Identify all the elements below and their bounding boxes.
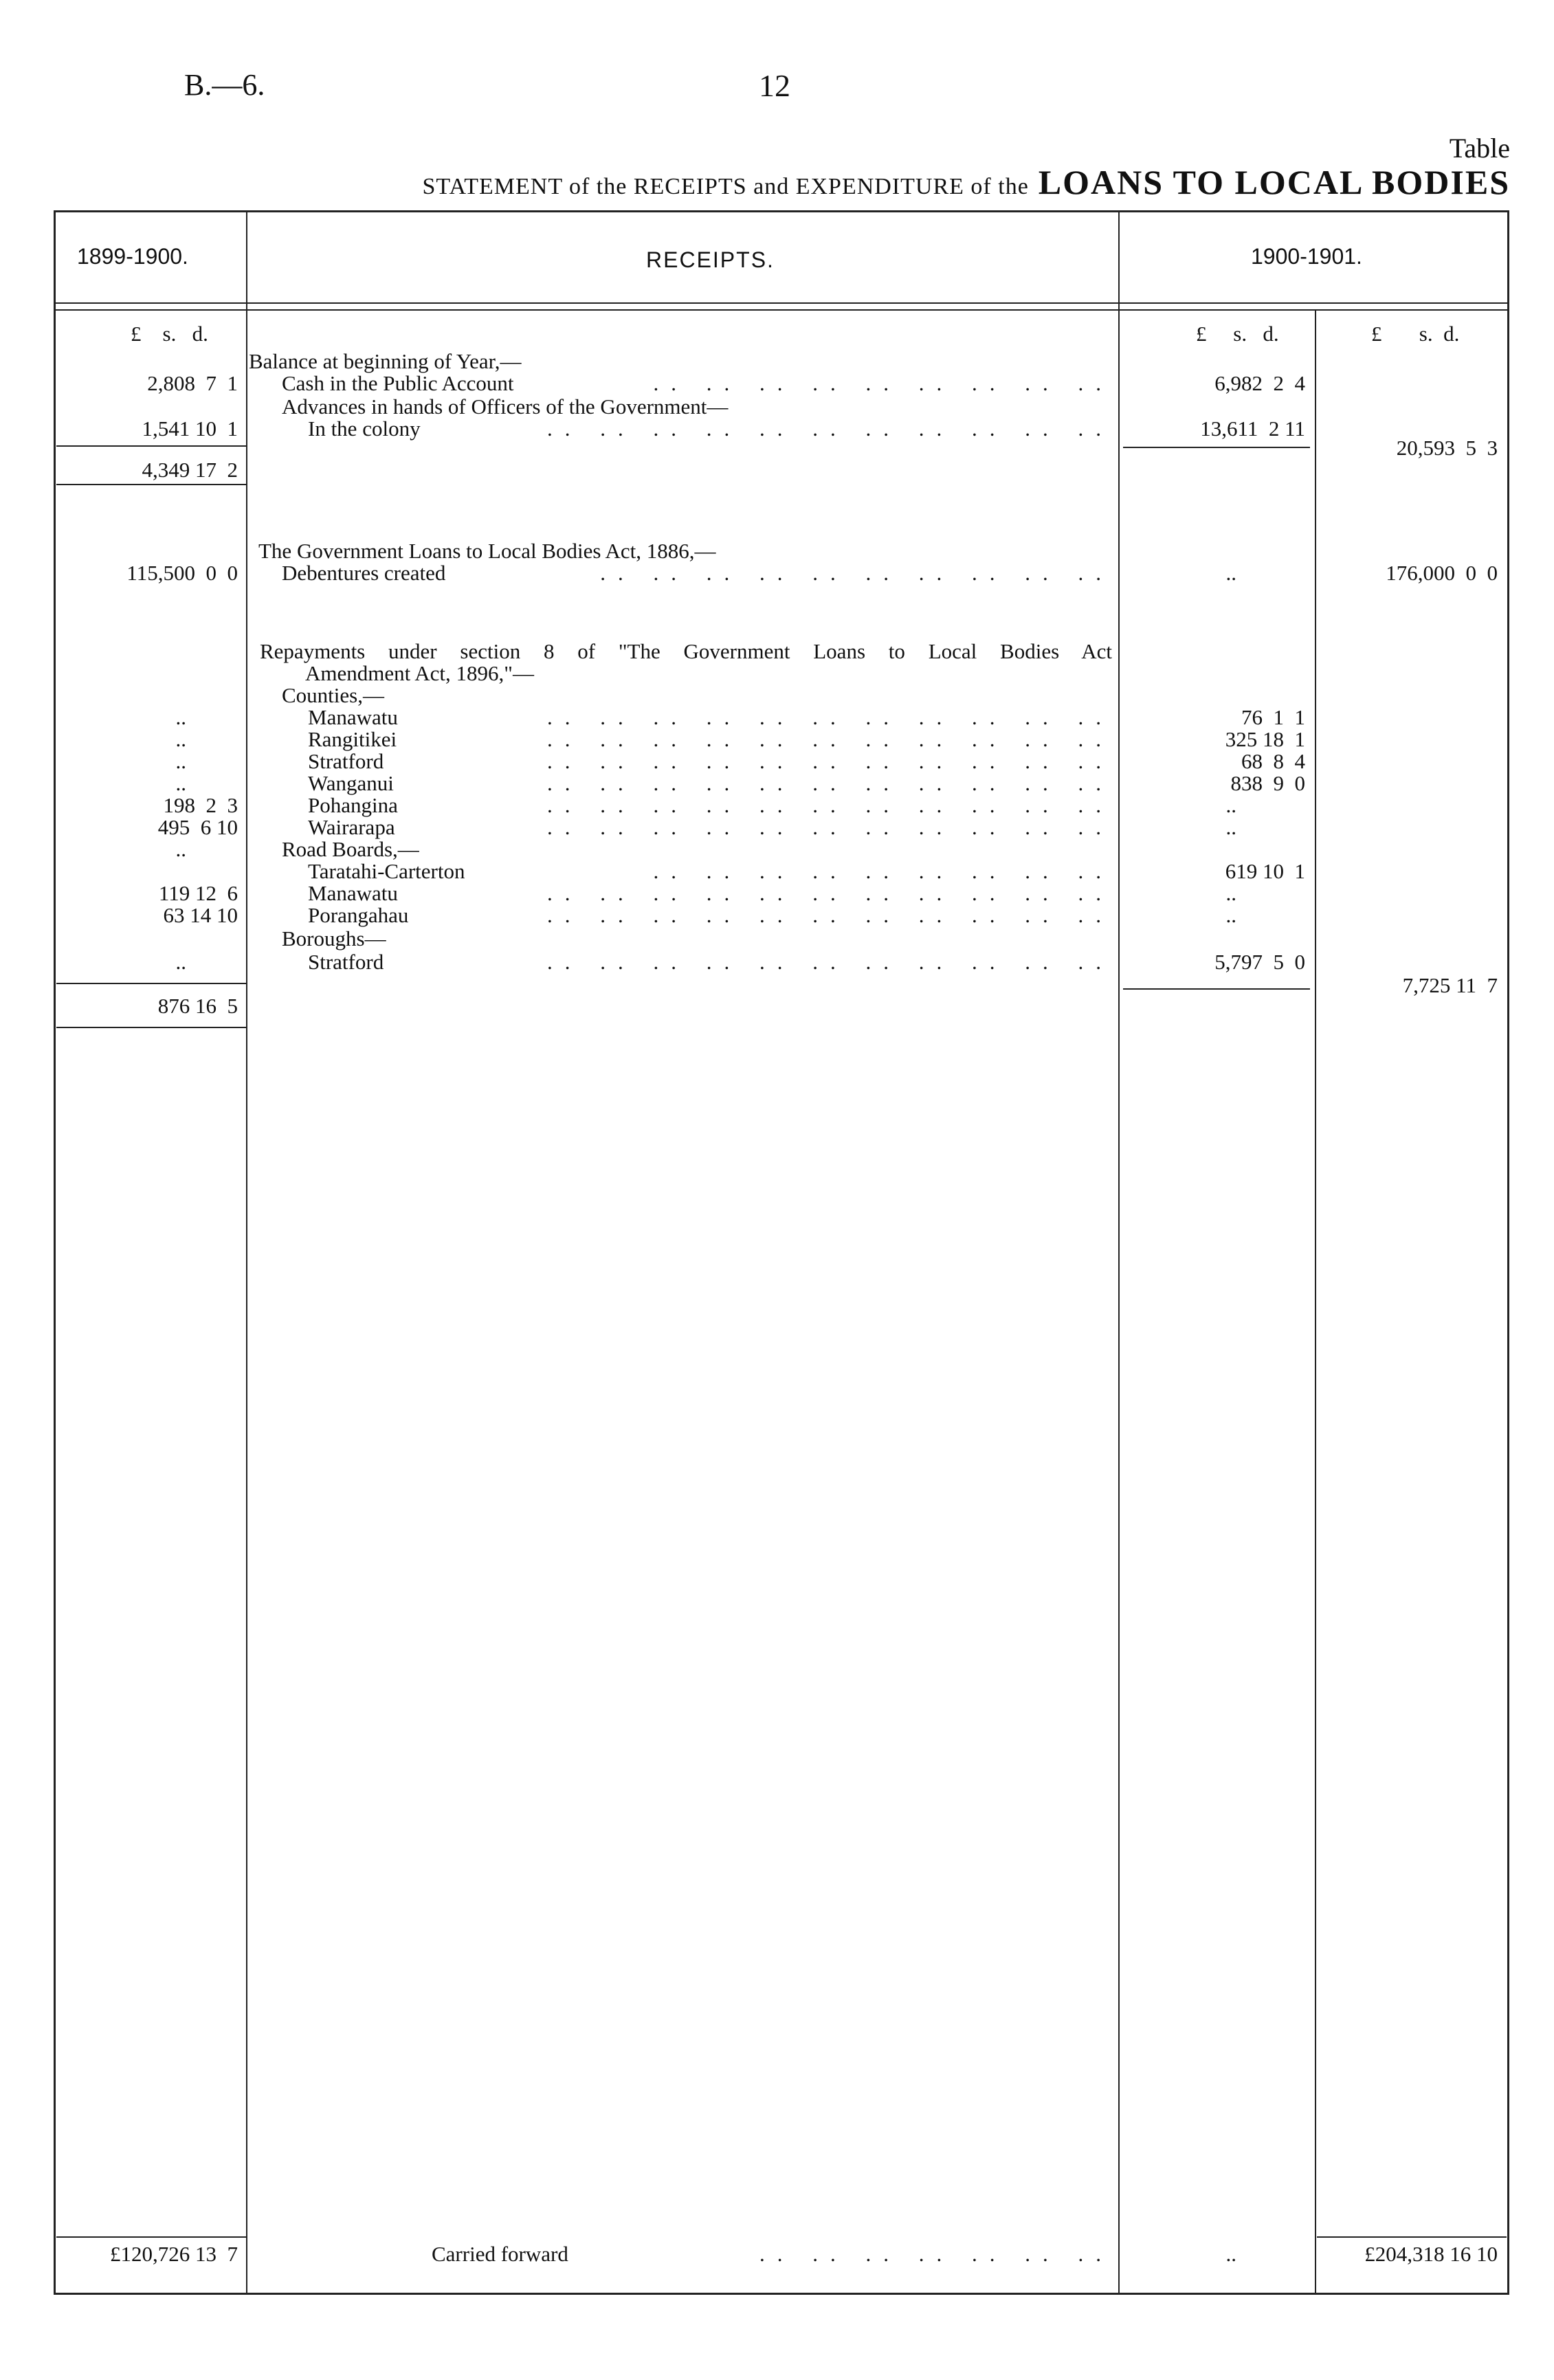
pence-label: d. [1443,322,1460,346]
prev-amount: 1,541 10 1 [142,416,238,441]
left-border [54,210,56,2295]
carried-forward-total: £204,318 16 10 [1364,2242,1498,2266]
row-label: Amendment Act, 1896,"— [305,661,534,685]
leader-dots: .. .. .. .. .. .. .. .. .. .. .. [547,904,1113,926]
curr-amount: .. [1225,881,1236,905]
leader-dots: .. .. .. .. .. .. .. .. .. .. .. [547,729,1113,750]
row-label: In the colony [308,416,421,441]
row-label: Advances in hands of Officers of the Government— [282,394,729,419]
divider-receipts-col [1118,210,1120,2295]
curr-year-header: 1900-1901. [1251,244,1362,269]
row-label: Wanganui [308,771,394,795]
prev-amount: .. [175,950,186,974]
page-code: B.—6. [184,68,265,102]
curr-amount: 325 18 1 [1225,727,1305,751]
row-label: Manawatu [308,881,398,905]
leader-dots: .. .. .. .. .. .. .. .. .. .. .. [547,951,1113,973]
row-label: Balance at beginning of Year,— [249,349,522,373]
pound-label: £ [1196,322,1207,346]
curr-amount: 5,797 5 0 [1214,950,1305,974]
table-bottom-border [54,2293,1509,2295]
total-amount: 7,725 11 7 [1402,973,1498,997]
leader-dots: .. .. .. .. .. .. .. .. .. .. .. [547,794,1113,816]
row-label: Pohangina [308,793,398,817]
curr-amount: .. [1225,561,1236,585]
curr-amount: 6,982 2 4 [1214,371,1305,395]
curr-amount: 838 9 0 [1230,771,1305,795]
row-label: Rangitikei [308,727,397,751]
title-prefix: STATEMENT of the RECEIPTS and EXPENDITURE of the [422,174,1029,199]
prev-year-header: 1899-1900. [77,244,188,269]
curr-amount: .. [1225,793,1236,817]
prev-amount: 119 12 6 [158,881,238,905]
carried-forward-prev: £120,726 13 7 [110,2242,238,2266]
subtotal-rule-prev-bottom [56,1027,246,1028]
curr-amount: 76 1 1 [1241,705,1305,729]
prev-amount-ditto: .. [175,837,186,861]
page-number: 12 [759,68,790,103]
leader-dots: .. .. .. .. .. .. .. .. .. .. [600,562,1113,584]
row-label: Boroughs— [282,926,386,950]
prev-amount: 495 6 10 [157,815,238,839]
row-label: Debentures created [282,561,446,585]
shilling-label: s. [1233,322,1247,346]
subtotal-rule-curr [1123,988,1310,990]
prev-amount: 63 14 10 [163,903,238,927]
subtotal-rule-curr [1123,447,1310,448]
shilling-label: s. [1419,322,1433,346]
leader-dots: .. .. .. .. .. .. .. .. .. .. .. [547,418,1113,440]
table-label: Table [1449,133,1510,164]
pence-label: d. [192,322,208,346]
row-label: Manawatu [308,705,398,729]
subtotal-rule-prev [56,445,246,447]
prev-subtotal: 876 16 5 [157,994,238,1018]
prev-amount: 115,500 0 0 [126,561,238,585]
statement-title [422,162,1510,202]
right-border [1507,210,1509,2295]
curr-amount: 13,611 2 11 [1200,416,1305,441]
row-label: Counties,— [282,683,384,707]
leader-dots: .. .. .. .. .. .. .. .. .. .. .. [547,750,1113,772]
divider-prev-col [246,210,247,2295]
curr-amount: 68 8 4 [1241,749,1305,773]
leader-dots: .. .. .. .. .. .. .. .. .. .. .. [547,707,1113,729]
leader-dots: .. .. .. .. .. .. .. .. .. .. .. [547,772,1113,794]
pound-label: £ [1371,322,1382,346]
carried-forward-label: Carried forward [432,2242,568,2266]
leader-dots: .. .. .. .. .. .. .. .. .. .. .. [547,882,1113,904]
leader-dots: .. .. .. .. .. .. .. [759,2243,1113,2265]
row-label: Stratford [308,950,384,974]
title-main: LOANS TO LOCAL BODIES [1038,163,1510,201]
total-amount: 176,000 0 0 [1386,561,1498,585]
prev-amount: .. [175,705,186,729]
row-label: Repayments under section 8 of "The Government Loans to Local Bodies Act [260,639,1112,663]
total-amount: 20,593 5 3 [1396,436,1498,460]
row-label: Road Boards,— [282,837,419,861]
curr-amount: .. [1225,815,1236,839]
row-label: Stratford [308,749,384,773]
carried-forward-curr: .. [1225,2242,1236,2266]
prev-amount: .. [175,771,186,795]
subtotal-rule-prev-bottom [56,484,246,485]
leader-dots: .. .. .. .. .. .. .. .. .. [653,860,1113,882]
total-currency-header [1371,323,1459,345]
prev-subtotal: 4,349 17 2 [142,458,238,482]
receipts-header: RECEIPTS. [646,247,775,272]
footer-rule-total [1317,2236,1507,2238]
curr-amount: 619 10 1 [1225,859,1305,883]
row-label: The Government Loans to Local Bodies Act, 1886,— [258,539,716,563]
subheader-border [54,309,1509,311]
prev-currency-header [131,323,208,345]
prev-amount: .. [175,727,186,751]
pence-label: d. [1263,322,1279,346]
prev-amount: 198 2 3 [163,793,238,817]
header-bottom-border [54,302,1509,304]
row-label: Cash in the Public Account [282,371,514,395]
curr-currency-header [1196,323,1279,345]
footer-rule [56,2236,246,2238]
leader-dots: .. .. .. .. .. .. .. .. .. [653,372,1113,394]
curr-amount: .. [1225,903,1236,927]
shilling-label: s. [162,322,177,346]
row-label: Porangahau [308,903,409,927]
pound-label: £ [131,322,142,346]
row-label: Wairarapa [308,815,395,839]
subtotal-rule-prev [56,983,246,984]
row-label: Taratahi-Carterton [308,859,465,883]
prev-amount: .. [175,749,186,773]
prev-amount: 2,808 7 1 [147,371,238,395]
divider-total-col [1315,309,1316,2295]
table-top-border [54,210,1509,212]
leader-dots: .. .. .. .. .. .. .. .. .. .. .. [547,816,1113,838]
